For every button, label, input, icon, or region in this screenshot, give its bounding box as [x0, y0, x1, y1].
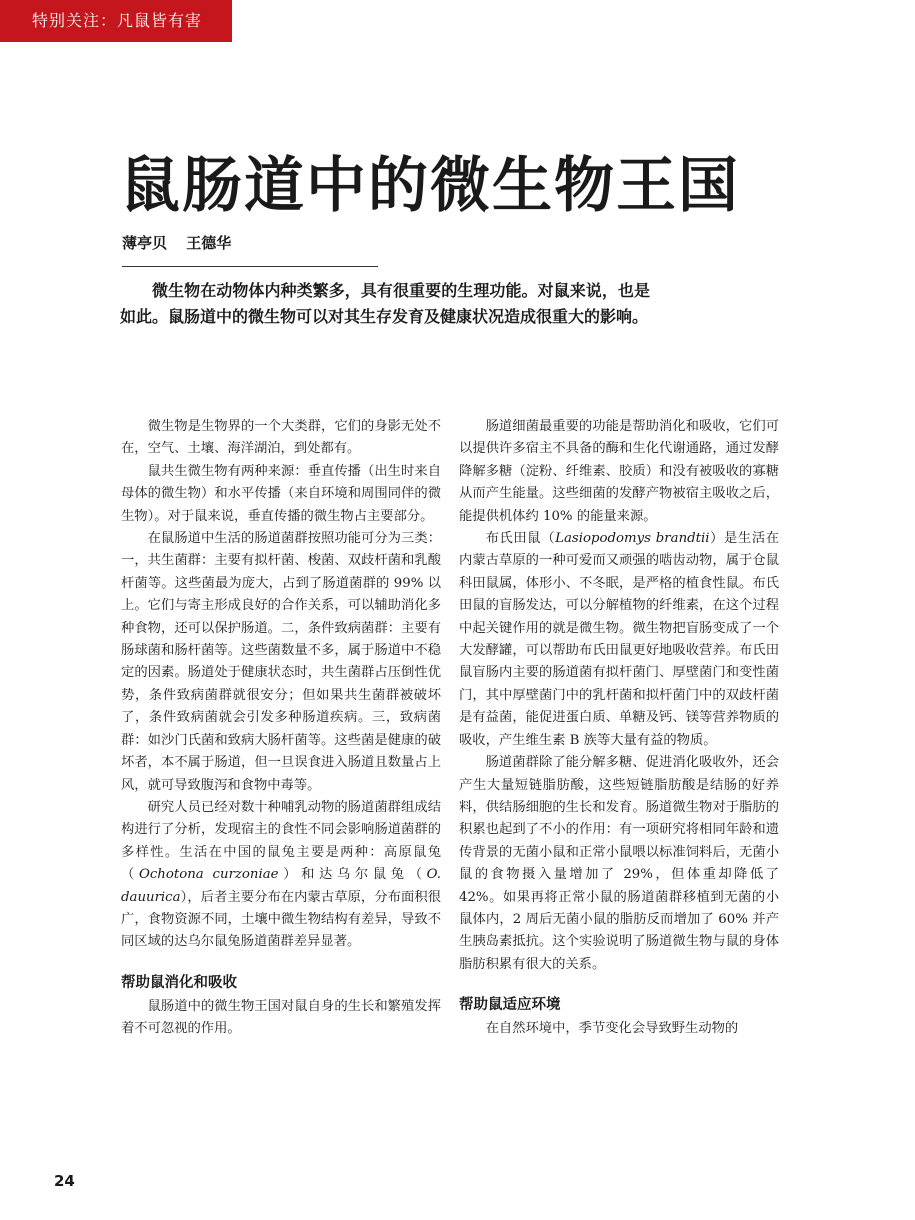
page-number: 24: [54, 1172, 75, 1190]
title-divider: [122, 266, 378, 267]
species-name: O. dauurica: [121, 867, 442, 905]
paragraph: 在鼠肠道中生活的肠道菌群按照功能可分为三类：一，共生菌群：主要有拟杆菌、梭菌、双歧杆菌和乳酸杆菌等。这些菌最为庞大，占到了肠道菌群的 99% 以上。它们与寄主形成良好的合作关系，可以辅助消化多种食物，还可以保护肠道。二，条件致病菌群：主要有肠球菌和肠杆菌等。这些菌数量不多，属于肠道中不稳定的因素。肠道处于健康状态时，共生菌群占压倒性优势，条件致病菌群就很安分；但如果共生菌群被破坏了，条件致病菌就会引发多种肠道疾病。三，致病菌群：如沙门氏菌和致病大肠杆菌等。这些菌是健康的破坏者，本不属于肠道，但一旦误食进入肠道且数量占上风，就可导致腹泻和食物中毒等。: [121, 531, 441, 793]
species-name: Ochotona curzoniae: [138, 867, 279, 883]
paragraph: 鼠肠道中的微生物王国对鼠自身的生长和繁殖发挥着不可忽视的作用。: [121, 998, 441, 1037]
paragraph: [121, 797, 441, 954]
paragraph: 微生物是生物界的一个大类群，它们的身影无处不在，空气、土壤、海洋湖泊，到处都有。: [121, 419, 441, 457]
article-abstract: 微生物在动物体内种类繁多，具有很重要的生理功能。对鼠来说，也是如此。鼠肠道中的微生物可以对其生存发育及健康状况造成很重大的影响。: [120, 281, 650, 326]
author-name: 薄亭贝: [122, 234, 168, 252]
section-banner: 特别关注：凡鼠皆有害吗？: [0, 0, 232, 42]
section-heading: 帮助鼠适应环境: [459, 997, 561, 1014]
left-column: [121, 416, 441, 1041]
text-run: ）是生活在内蒙古草原的一种可爱而又顽强的啮齿动物，属于仓鼠科田鼠属，体形小、不冬眠，是严格的植食性鼠。布氏田鼠的盲肠发达，可以分解植物的纤维素，在这个过程中起关键作用的就是微生物。微生物把盲肠变成了一个大发酵罐，可以帮助布氏田鼠更好地吸收营养。布氏田鼠盲肠内主要的肠道菌有拟杆菌门、厚壁菌门和变性菌门，其中厚壁菌门中的乳杆菌和拟杆菌门中的双歧杆菌是有益菌，能促进蛋白质、单糖及钙、镁等营养物质的吸收，产生维生素 B 族等大量有益的物质。: [459, 531, 780, 748]
section-heading: 帮助鼠消化和吸收: [121, 974, 237, 991]
species-name: Lasiopodomys brandtii: [555, 531, 710, 547]
text-run: 研究人员已经对数十种哺乳动物的肠道菌群组成结构进行了分析，发现宿主的食性不同会影响肠道菌群的多样性。生活在中国的鼠兔主要是两种：高原鼠兔（: [121, 799, 441, 883]
right-column: [459, 416, 779, 1041]
text-run: ）和达乌尔鼠兔（: [278, 867, 427, 883]
paragraph: [459, 528, 779, 752]
paragraph: 肠道细菌最重要的功能是帮助消化和吸收，它们可以提供许多宿主不具备的酶和生化代谢通路，通过发酵降解多糖（淀粉、纤维素、胶质）和没有被吸收的寡糖从而产生能量。这些细菌的发酵产物被宿主吸收之后，能提供机体约 10% 的能量来源。: [459, 419, 779, 524]
article-title: 鼠肠道中的微生物王国: [120, 151, 740, 221]
author-name: 王德华: [186, 234, 232, 252]
text-run: 布氏田鼠（: [485, 531, 556, 547]
paragraph: 鼠共生微生物有两种来源：垂直传播（出生时来自母体的微生物）和水平传播（来自环境和周围同伴的微生物）。对于鼠来说，垂直传播的微生物占主要部分。: [121, 463, 441, 524]
paragraph: 肠道菌群除了能分解多糖、促进消化吸收外，还会产生大量短链脂肪酸，这些短链脂肪酸是结肠的好养料，供结肠细胞的生长和发育。肠道微生物对于脂肪的积累也起到了不小的作用：有一项研究将相同年龄和遗传背景的无菌小鼠和正常小鼠喂以标准饲料后，无菌小鼠的食物摄入量增加了 29%，但体重却降低了 42%。如果再将正常小鼠的肠道菌群移植到无菌的小鼠体内，2 周后无菌小鼠的脂肪反而增加了 60% 并产生胰岛素抵抗。这个实验说明了肠道微生物与鼠的身体脂肪积累有很大的关系。: [459, 755, 779, 972]
author-line: [122, 232, 245, 253]
text-run: ），后者主要分布在内蒙古草原，分布面积很广，食物资源不同，土壤中微生物结构有差异，导致不同区域的达乌尔鼠兔肠道菌群差异显著。: [121, 889, 441, 950]
paragraph: 在自然环境中，季节变化会导致野生动物的: [485, 1021, 739, 1037]
